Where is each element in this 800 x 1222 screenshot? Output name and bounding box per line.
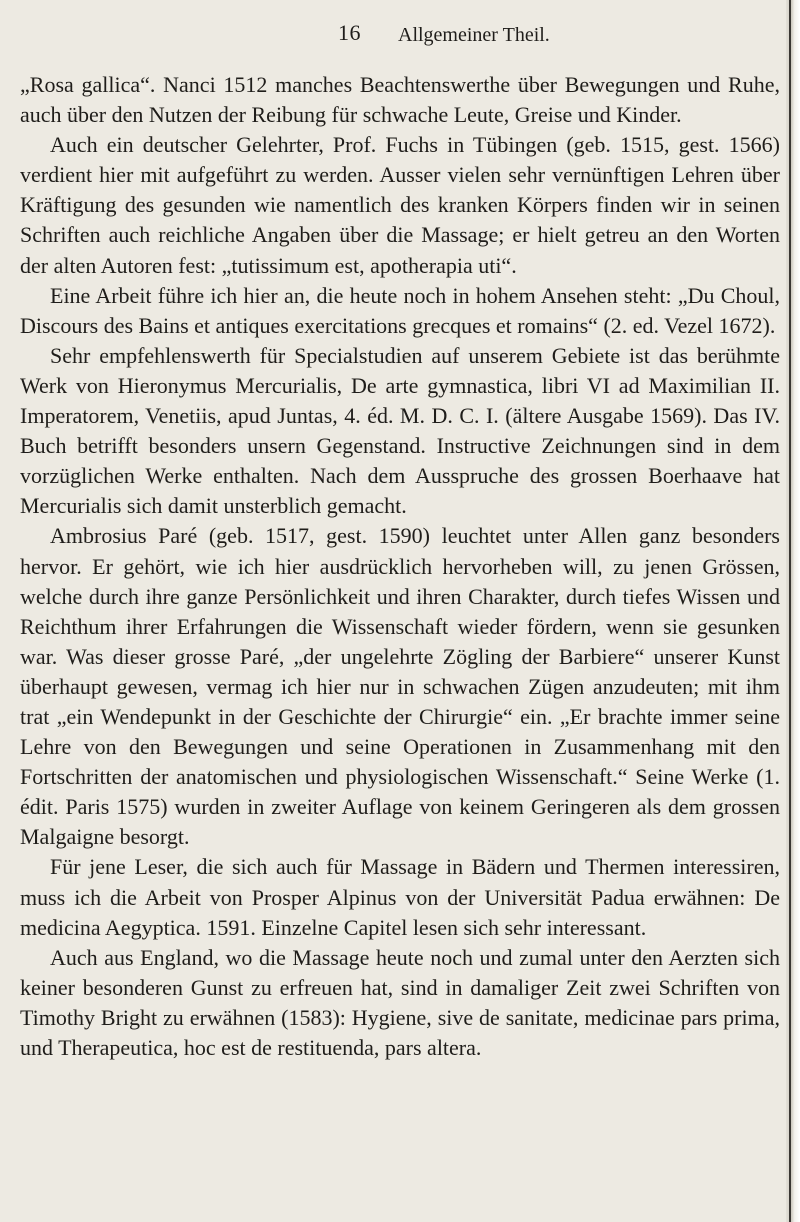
paragraph-7: Auch aus England, wo die Massage heute noch und zumal unter den Aerzten sich keiner besonderen Gunst zu erfreuen hat, sind in damaliger Zeit zwei Schriften von Timothy Bright zu erwähnen (1583): Hygiene, sive de sanitate, medicinae pars prima, und Therapeutica, hoc est de restituenda, pars altera. bbox=[20, 944, 780, 1060]
page-header bbox=[0, 20, 800, 56]
running-head: Allgemeiner Theil. bbox=[398, 24, 550, 46]
body-text bbox=[20, 70, 780, 1063]
paragraph-5: Ambrosius Paré (geb. 1517, gest. 1590) leuchtet unter Allen ganz besonders hervor. Er gehört, wie ich hier ausdrücklich hervorheben will, zu jenen Grössen, welche durch ihre ganze Persönlichkeit und ihren Charakter, durch tiefes Wissen und Reichthum ihrer Erfahrungen die Wissenschaft wieder fördern, wenn sie gesunken war. Was dieser grosse Paré, „der ungelehrte Zögling der Barbiere“ unserer Kunst überhaupt gewesen, vermag ich hier nur in schwachen Zügen anzudeuten; mit ihm trat „ein Wendepunkt in der Geschichte der Chirurgie“ ein. „Er brachte immer seine Lehre von den Bewegungen und seine Operationen in Zusammenhang mit den Fortschritten der anatomischen und physiologischen Wissenschaft.“ Seine Werke (1. édit. Paris 1575) wurden in zweiter Auflage von keinem Geringeren als dem grossen Malgaigne besorgt. bbox=[20, 523, 780, 850]
paragraph-6: Für jene Leser, die sich auch für Massage in Bädern und Thermen interessiren, muss ich die Arbeit von Prosper Alpinus von der Universität Padua erwähnen: De medicina Aegyptica. 1591. Einzelne Capitel lesen sich sehr interessant. bbox=[20, 854, 780, 940]
paragraph-2: Auch ein deutscher Gelehrter, Prof. Fuchs in Tübingen (geb. 1515, gest. 1566) verdient hier mit aufgeführt zu werden. Ausser vielen sehr vernünftigen Lehren über Kräftigung des gesunden wie namentlich des kranken Körpers finden wir in seinen Schriften auch reichliche Angaben über die Massage; er hielt getreu an den Worten der alten Autoren fest: „tutissimum est, apotherapia uti“. bbox=[20, 132, 780, 278]
paragraph-4: Sehr empfehlenswerth für Specialstudien auf unserem Gebiete ist das berühmte Werk von Hieronymus Mercurialis, De arte gymnastica, libri VI ad Maximilian II. Imperatorem, Venetiis, apud Juntas, 4. éd. M. D. C. I. (ältere Ausgabe 1569). Das IV. Buch betrifft besonders unsern Gegenstand. Instructive Zeichnungen sind in dem vorzüglichen Werke enthalten. Nach dem Ausspruche des grossen Boerhaave hat Mercurialis sich damit unsterblich gemacht. bbox=[20, 342, 780, 519]
paragraph-3: Eine Arbeit führe ich hier an, die heute noch in hohem Ansehen steht: „Du Choul, Discours des Bains et antiques exercitations grecques et romains“ (2. ed. Vezel 1672). bbox=[20, 282, 780, 338]
page-number: 16 bbox=[338, 20, 361, 45]
paragraph-1: „Rosa gallica“. Nanci 1512 manches Beachtenswerthe über Bewegungen und Ruhe, auch über den Nutzen der Reibung für schwache Leute, Greise und Kinder. bbox=[20, 72, 780, 128]
page-edge bbox=[786, 0, 800, 1222]
